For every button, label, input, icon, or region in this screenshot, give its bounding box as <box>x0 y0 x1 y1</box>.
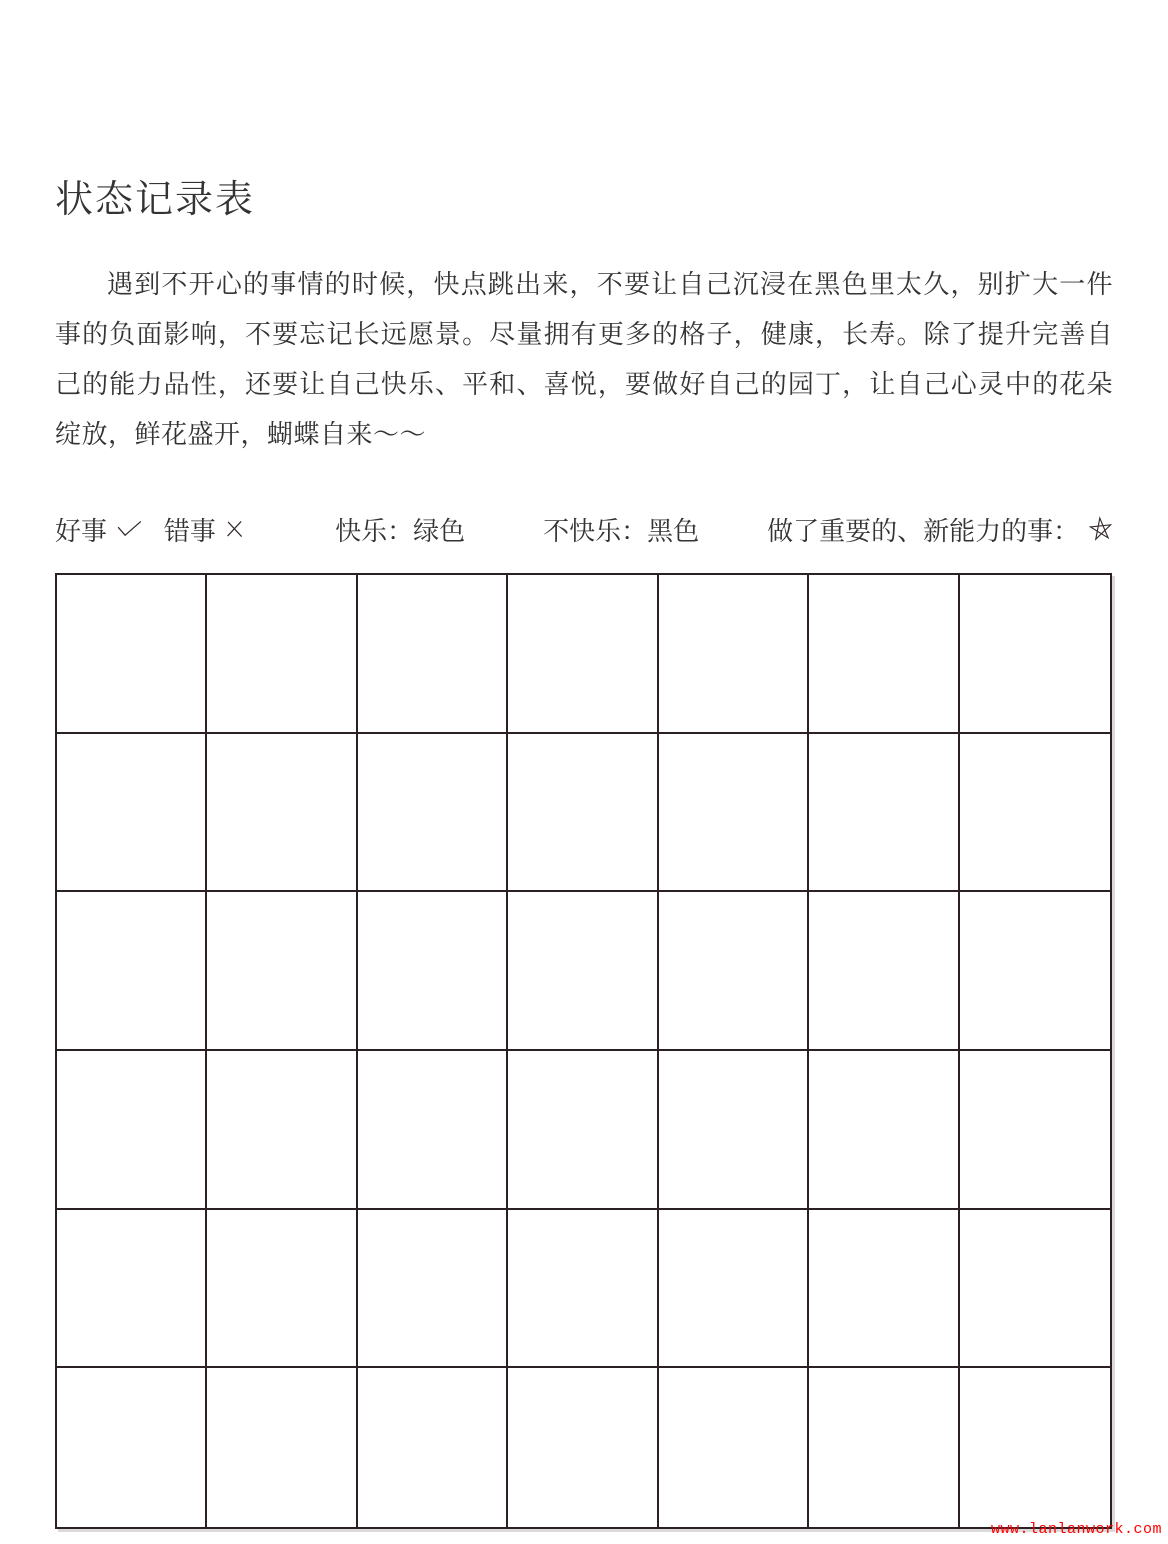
grid-cell <box>809 734 959 893</box>
grid-cell <box>508 892 658 1051</box>
watermark: www.lanlanwork.com <box>990 1521 1162 1538</box>
grid-cell <box>960 734 1110 893</box>
grid-cell <box>659 892 809 1051</box>
grid-cell <box>207 1051 357 1210</box>
grid-cell <box>659 1210 809 1369</box>
grid-cell <box>809 1051 959 1210</box>
record-grid <box>55 573 1112 1529</box>
grid-cell <box>960 575 1110 734</box>
grid-cell <box>508 575 658 734</box>
legend-important-label: 做了重要的、新能力的事： <box>767 515 1080 546</box>
legend-happy-label: 快乐：绿色 <box>335 515 466 546</box>
grid-cell <box>960 1051 1110 1210</box>
grid-cell <box>809 1210 959 1369</box>
grid-cell <box>358 1051 508 1210</box>
grid-cell <box>358 1368 508 1527</box>
grid-cell <box>809 892 959 1051</box>
grid-cell <box>659 734 809 893</box>
grid-cell <box>57 575 207 734</box>
grid-cell <box>57 892 207 1051</box>
grid-cell <box>57 734 207 893</box>
grid-cell <box>207 1210 357 1369</box>
grid-cell <box>57 1368 207 1527</box>
grid-cell <box>960 1210 1110 1369</box>
legend-row <box>55 503 1113 555</box>
grid-cell <box>508 1210 658 1369</box>
grid-cell <box>358 892 508 1051</box>
grid-cell <box>960 892 1110 1051</box>
grid-cell <box>659 575 809 734</box>
grid-cell <box>207 575 357 734</box>
intro-paragraph: 遇到不开心的事情的时候，快点跳出来，不要让自己沉浸在黑色里太久，别扩大一件事的负面影响，不要忘记长远愿景。尽量拥有更多的格子，健康，长寿。除了提升完善自己的能力品性，还要让自己快乐、平和、喜悦，要做好自己的园丁，让自己心灵中的花朵绽放，鲜花盛开，蝴蝶自来～～ <box>55 269 1113 449</box>
grid-cell <box>809 1368 959 1527</box>
grid-cell <box>207 892 357 1051</box>
grid-cell <box>809 575 959 734</box>
grid-cell <box>659 1051 809 1210</box>
grid-cell <box>57 1210 207 1369</box>
grid-cell <box>207 734 357 893</box>
grid-cell <box>358 1210 508 1369</box>
legend-good-label: 好事 <box>55 515 108 546</box>
page-title: 状态记录表 <box>55 179 256 221</box>
legend-wrong-label: 错事 <box>163 515 216 546</box>
grid-cell <box>508 734 658 893</box>
grid-cell <box>508 1051 658 1210</box>
legend-unhappy-label: 不快乐：黑色 <box>543 515 700 546</box>
grid-cell <box>358 734 508 893</box>
grid-cell <box>207 1368 357 1527</box>
grid-cell <box>358 575 508 734</box>
grid-cell <box>57 1051 207 1210</box>
x-mark-icon <box>226 511 243 547</box>
document-content <box>55 0 1113 1529</box>
grid-cell <box>508 1368 658 1527</box>
grid-cell <box>659 1368 809 1527</box>
checkmark-icon <box>117 511 142 547</box>
star-icon <box>1089 503 1113 555</box>
grid-cell <box>960 1368 1110 1527</box>
